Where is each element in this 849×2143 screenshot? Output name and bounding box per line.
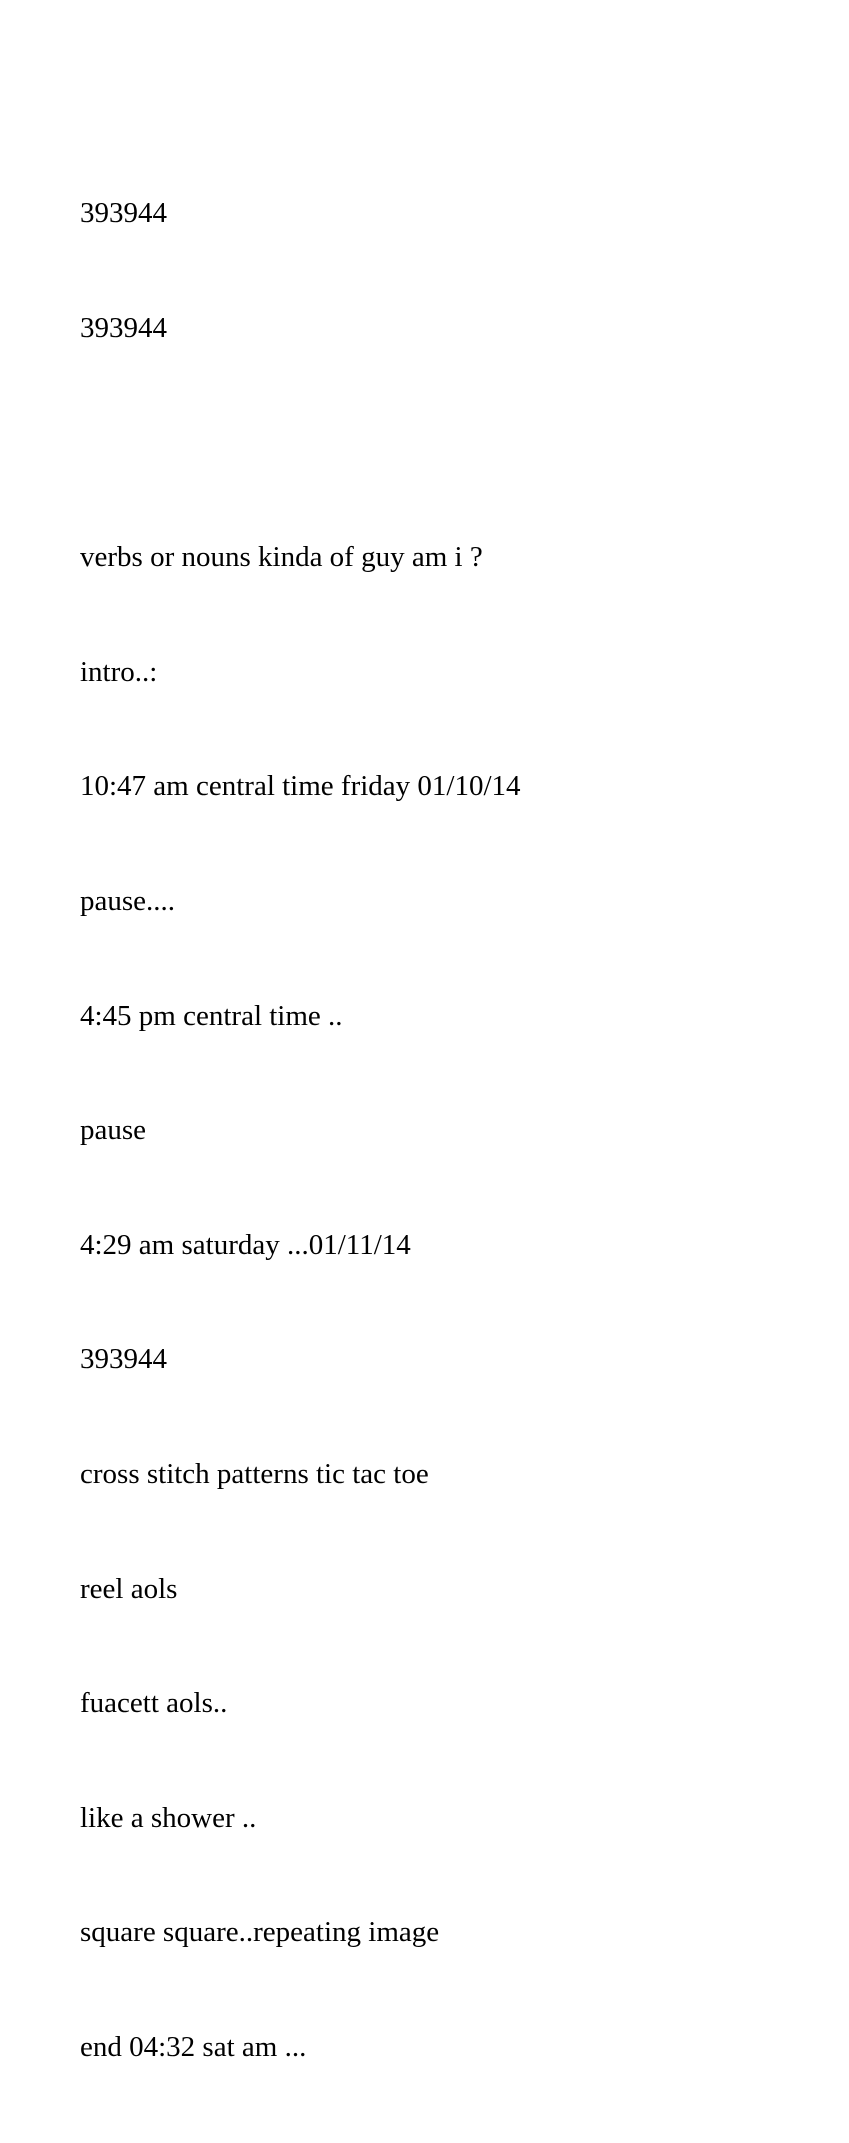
text-line: verbs or nouns kinda of guy am i ? <box>80 541 483 574</box>
text-line: cross stitch patterns tic tac toe <box>80 1457 429 1490</box>
text-line: reel aols <box>80 1572 178 1605</box>
blank-line <box>80 424 521 462</box>
text-line: like a shower .. <box>80 1801 257 1834</box>
text-line: 393944 <box>80 1343 167 1376</box>
text-line: square square..repeating image <box>80 1916 440 1949</box>
text-line: pause.... <box>80 884 176 917</box>
text-line: 4:29 am saturday ...01/11/14 <box>80 1228 411 1261</box>
text-line: end 04:32 sat am ... <box>80 2030 307 2063</box>
text-line: fuacett aols.. <box>80 1687 228 1720</box>
text-line: pause <box>80 1114 147 1147</box>
text-line: 393944 <box>80 312 167 344</box>
document-body <box>80 118 521 2143</box>
text-line: intro..: <box>80 655 158 688</box>
text-line: 10:47 am central time friday 01/10/14 <box>80 770 521 803</box>
text-line: 4:45 pm central time .. <box>80 999 343 1032</box>
text-line: 393944 <box>80 197 167 230</box>
